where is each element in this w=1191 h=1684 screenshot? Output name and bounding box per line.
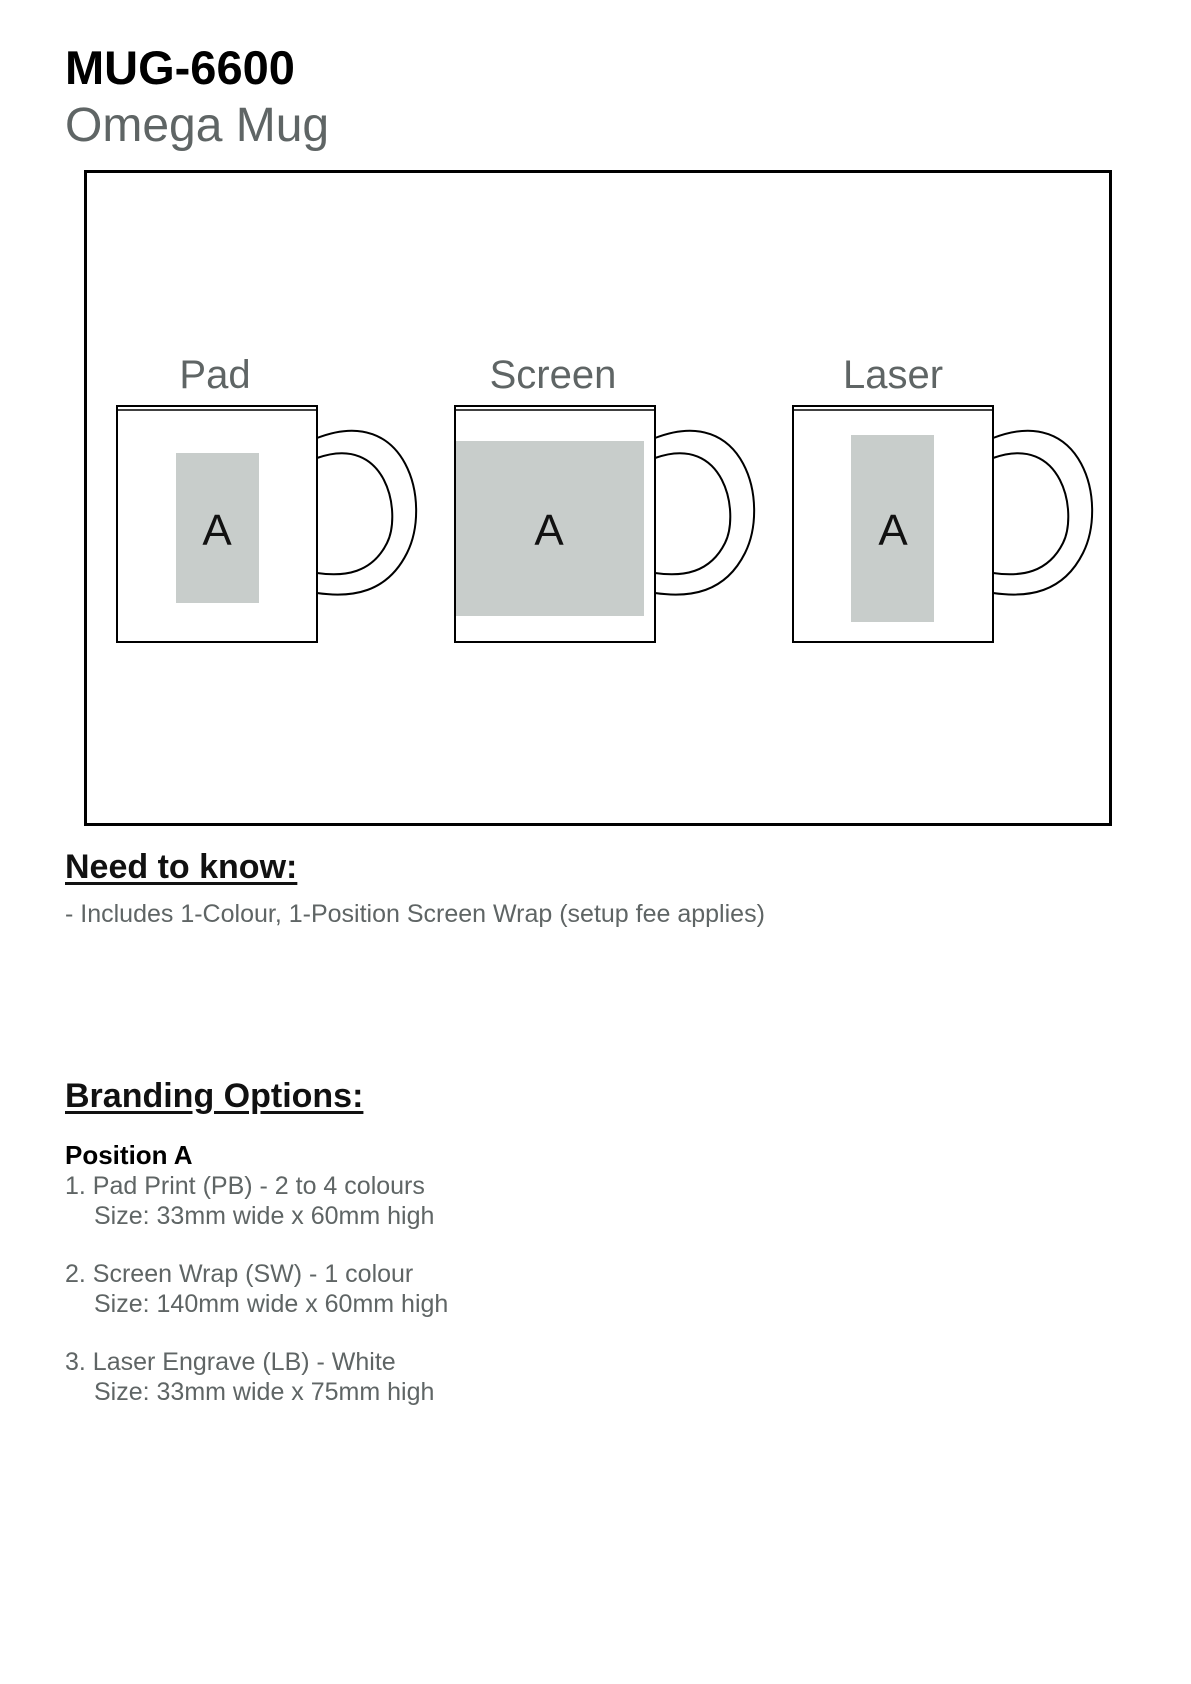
mug-laser bbox=[793, 353, 1092, 642]
option-size: Size: 33mm wide x 60mm high bbox=[94, 1202, 435, 1230]
option-size: Size: 140mm wide x 60mm high bbox=[94, 1290, 449, 1318]
mug-pad bbox=[117, 353, 416, 642]
option-title: 3. Laser Engrave (LB) - White bbox=[65, 1348, 396, 1376]
branding-options-heading: Branding Options: bbox=[65, 1077, 364, 1115]
branding-options-list bbox=[65, 1171, 448, 1435]
mug-label-laser: Laser bbox=[842, 353, 944, 397]
position-letter-laser: A bbox=[878, 506, 908, 555]
position-letter-pad: A bbox=[202, 506, 232, 555]
list-item bbox=[65, 1259, 448, 1319]
product-code: MUG-6600 bbox=[65, 41, 295, 94]
list-item bbox=[65, 1347, 448, 1407]
product-name: Omega Mug bbox=[65, 99, 330, 152]
branding-diagram bbox=[84, 170, 1112, 826]
need-to-know-heading: Need to know: bbox=[65, 848, 298, 886]
option-title: 2. Screen Wrap (SW) - 1 colour bbox=[65, 1260, 414, 1288]
position-letter-screen: A bbox=[534, 506, 564, 555]
need-to-know-note: - Includes 1-Colour, 1-Position Screen Wrap (setup fee applies) bbox=[65, 900, 765, 928]
mug-label-screen: Screen bbox=[489, 353, 617, 397]
option-size: Size: 33mm wide x 75mm high bbox=[94, 1378, 435, 1406]
option-title: 1. Pad Print (PB) - 2 to 4 colours bbox=[65, 1172, 425, 1200]
mug-label-pad: Pad bbox=[179, 353, 251, 397]
mug-diagram-svg bbox=[87, 173, 1109, 823]
position-a-title: Position A bbox=[65, 1140, 193, 1170]
list-item bbox=[65, 1171, 448, 1231]
mug-screen bbox=[455, 353, 754, 642]
